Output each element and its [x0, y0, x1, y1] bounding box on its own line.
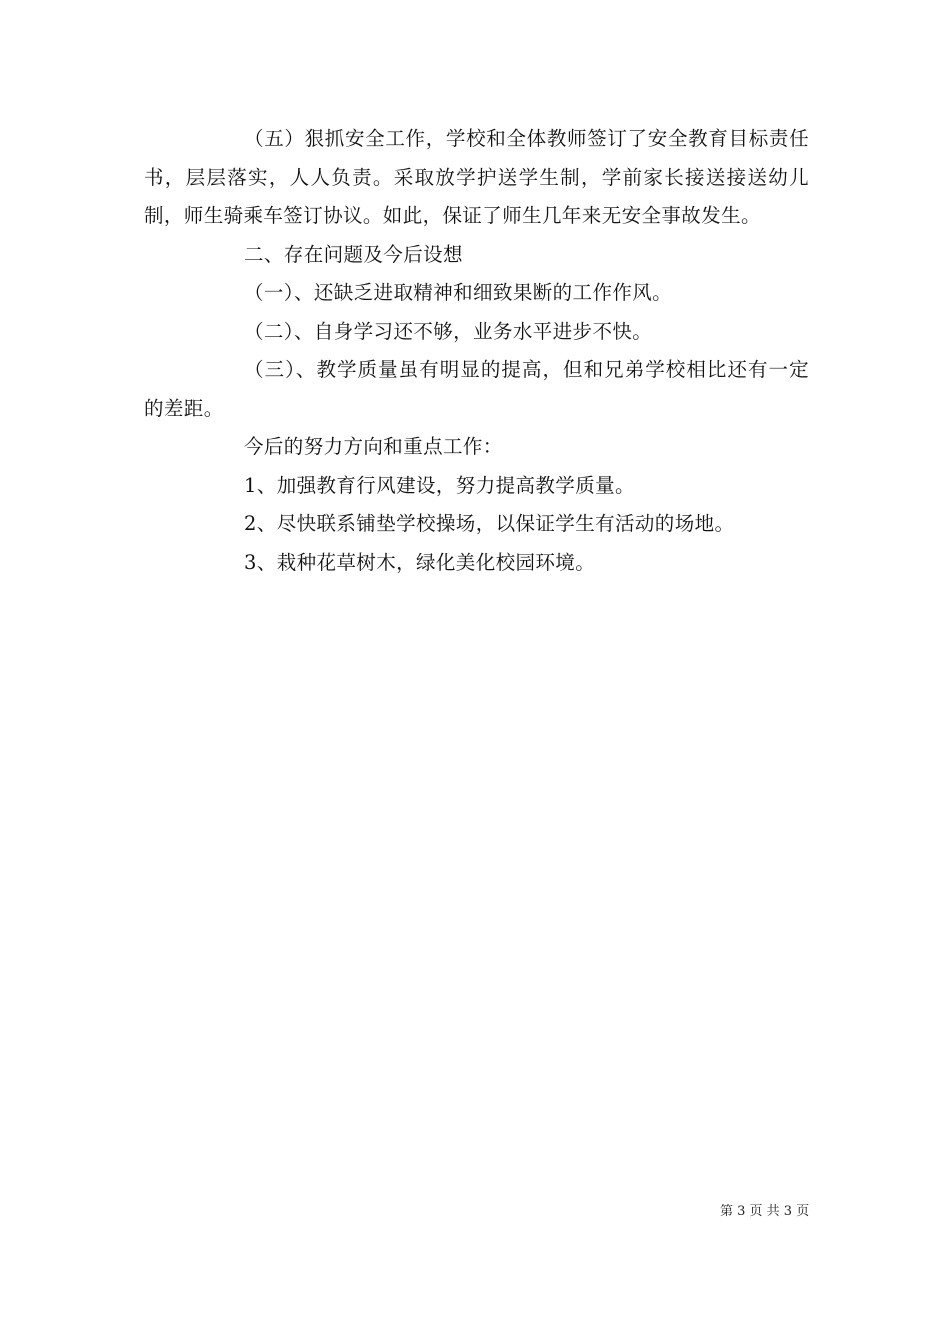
document-body: [144, 120, 809, 582]
problem-item-3: （三）、教学质量虽有明显的提高，但和兄弟学校相比还有一定的差距。: [144, 358, 809, 420]
page-number-footer: 第 3 页 共 3 页: [720, 1204, 810, 1219]
future-item-1: 1、加强教育行风建设，努力提高教学质量。: [244, 473, 635, 497]
problem-item-2: （二）、自身学习还不够，业务水平进步不快。: [244, 319, 653, 343]
future-item-3: 3、栽种花草树木，绿化美化校园环境。: [244, 550, 596, 574]
future-direction-heading: 今后的努力方向和重点工作：: [244, 435, 503, 458]
problem-item-1: （一）、还缺乏进取精神和细致果断的工作作风。: [244, 281, 673, 304]
paragraph-safety-work: （五）狠抓安全工作，学校和全体教师签订了安全教育目标责任书，层层落实，人人负责。采取放学护送学生制，学前家长接送接送幼儿制，师生骑乘车签订协议。如此，保证了师生几年来无安全事故发生。: [144, 127, 809, 227]
section-heading-problems: 二、存在问题及今后设想: [244, 242, 463, 266]
future-item-2: 2、尽快联系铺垫学校操场，以保证学生有活动的场地。: [244, 512, 735, 535]
